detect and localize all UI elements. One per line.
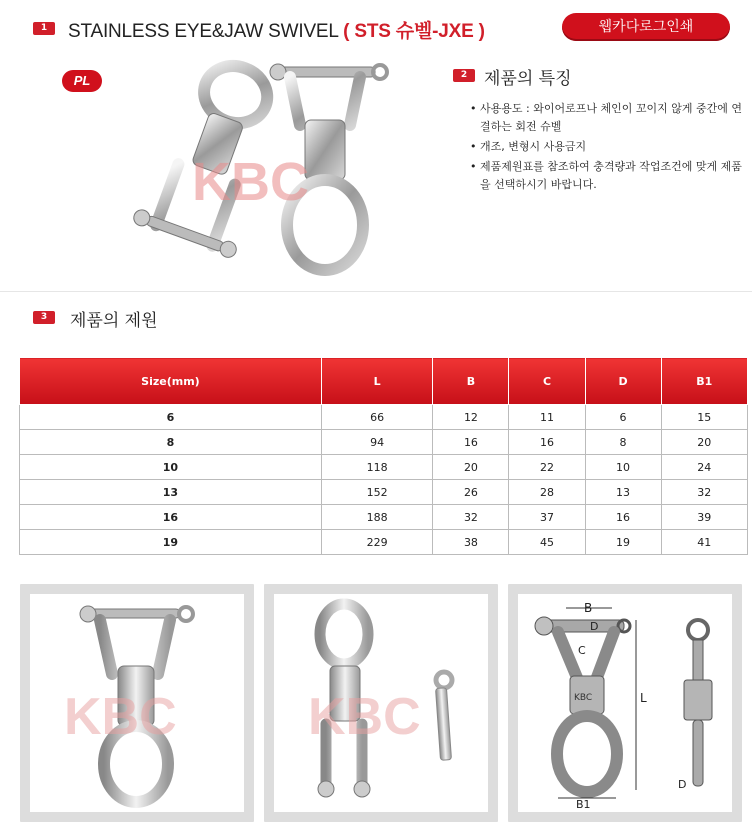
product-photo-main [100, 55, 400, 285]
swivel-photo-front [30, 594, 244, 812]
diagram-brand: KBC [574, 693, 593, 703]
label-l: L [640, 691, 647, 705]
features-title: 제품의 특징 [484, 69, 572, 89]
cell-b1: 32 [661, 480, 747, 505]
header-b: B [433, 358, 509, 405]
cell-d: 10 [585, 455, 661, 480]
cell-b1: 39 [661, 505, 747, 530]
kbc-watermark: KBC [64, 688, 177, 746]
cell-l: 66 [321, 405, 433, 430]
cell-l: 152 [321, 480, 433, 505]
specs-title: 제품의 제원 [70, 311, 158, 331]
cell-b1: 41 [661, 530, 747, 555]
cell-d: 19 [585, 530, 661, 555]
cell-d: 13 [585, 480, 661, 505]
cell-b1: 15 [661, 405, 747, 430]
cell-l: 188 [321, 505, 433, 530]
cell-b: 16 [433, 430, 509, 455]
features-list [468, 100, 748, 196]
kbc-watermark: KBC [308, 688, 421, 746]
cell-c: 22 [509, 455, 585, 480]
web-catalog-print-button[interactable]: 웹카다로그인쇄 [562, 13, 730, 41]
cell-l: 118 [321, 455, 433, 480]
label-c: C [578, 644, 586, 657]
table-row [20, 430, 748, 455]
header-l: L [321, 358, 433, 405]
product-title: STAINLESS EYE&JAW SWIVEL [68, 21, 339, 42]
cell-size: 16 [20, 505, 322, 530]
cell-b: 32 [433, 505, 509, 530]
table-row [20, 480, 748, 505]
cell-l: 229 [321, 530, 433, 555]
cell-d: 16 [585, 505, 661, 530]
cell-size: 13 [20, 480, 322, 505]
cell-b: 20 [433, 455, 509, 480]
cell-c: 37 [509, 505, 585, 530]
cell-l: 94 [321, 430, 433, 455]
cell-b1: 24 [661, 455, 747, 480]
cell-size: 6 [20, 405, 322, 430]
swivel-photo-disassembled [274, 594, 488, 812]
dimension-diagram-frame[interactable] [508, 584, 742, 822]
label-d-side: D [678, 778, 687, 791]
page-title [68, 16, 485, 43]
feature-item: • 개조, 변형시 사용금지 [468, 138, 748, 156]
cell-c: 28 [509, 480, 585, 505]
cell-size: 19 [20, 530, 322, 555]
section-divider [0, 291, 752, 292]
cell-b: 38 [433, 530, 509, 555]
feature-item: • 제품제원표를 참조하여 충격량과 작업조건에 맞게 제품을 선택하시기 바랍니다. [468, 158, 748, 194]
label-b: B [584, 601, 593, 615]
cell-d: 6 [585, 405, 661, 430]
feature-item: • 사용용도 : 와이어로프나 체인이 꼬이지 않게 중간에 연결하는 회전 슈벨 [468, 100, 748, 136]
cell-d: 8 [585, 430, 661, 455]
cell-b1: 20 [661, 430, 747, 455]
spec-table-header-row [20, 358, 748, 405]
dimension-diagram [518, 594, 732, 812]
cell-size: 8 [20, 430, 322, 455]
table-row [20, 455, 748, 480]
header-b1: B1 [661, 358, 747, 405]
cell-c: 16 [509, 430, 585, 455]
photo-thumbnail-1[interactable] [20, 584, 254, 822]
kbc-watermark: KBC [192, 152, 309, 212]
section-badge-3: 3 [33, 311, 55, 324]
header-size: Size(mm) [20, 358, 322, 405]
cell-size: 10 [20, 455, 322, 480]
table-row [20, 405, 748, 430]
header-d: D [585, 358, 661, 405]
table-row [20, 530, 748, 555]
cell-c: 45 [509, 530, 585, 555]
spec-table [19, 357, 748, 555]
product-subtitle: ( STS 슈벨-JXE ) [343, 21, 485, 42]
section-badge-2: 2 [453, 69, 475, 82]
photo-thumbnail-2[interactable] [264, 584, 498, 822]
label-b1: B1 [576, 798, 591, 811]
header-c: C [509, 358, 585, 405]
pl-logo: PL [62, 70, 102, 92]
table-row [20, 505, 748, 530]
section-badge-1: 1 [33, 22, 55, 35]
label-d: D [590, 620, 599, 633]
cell-b: 26 [433, 480, 509, 505]
cell-b: 12 [433, 405, 509, 430]
cell-c: 11 [509, 405, 585, 430]
